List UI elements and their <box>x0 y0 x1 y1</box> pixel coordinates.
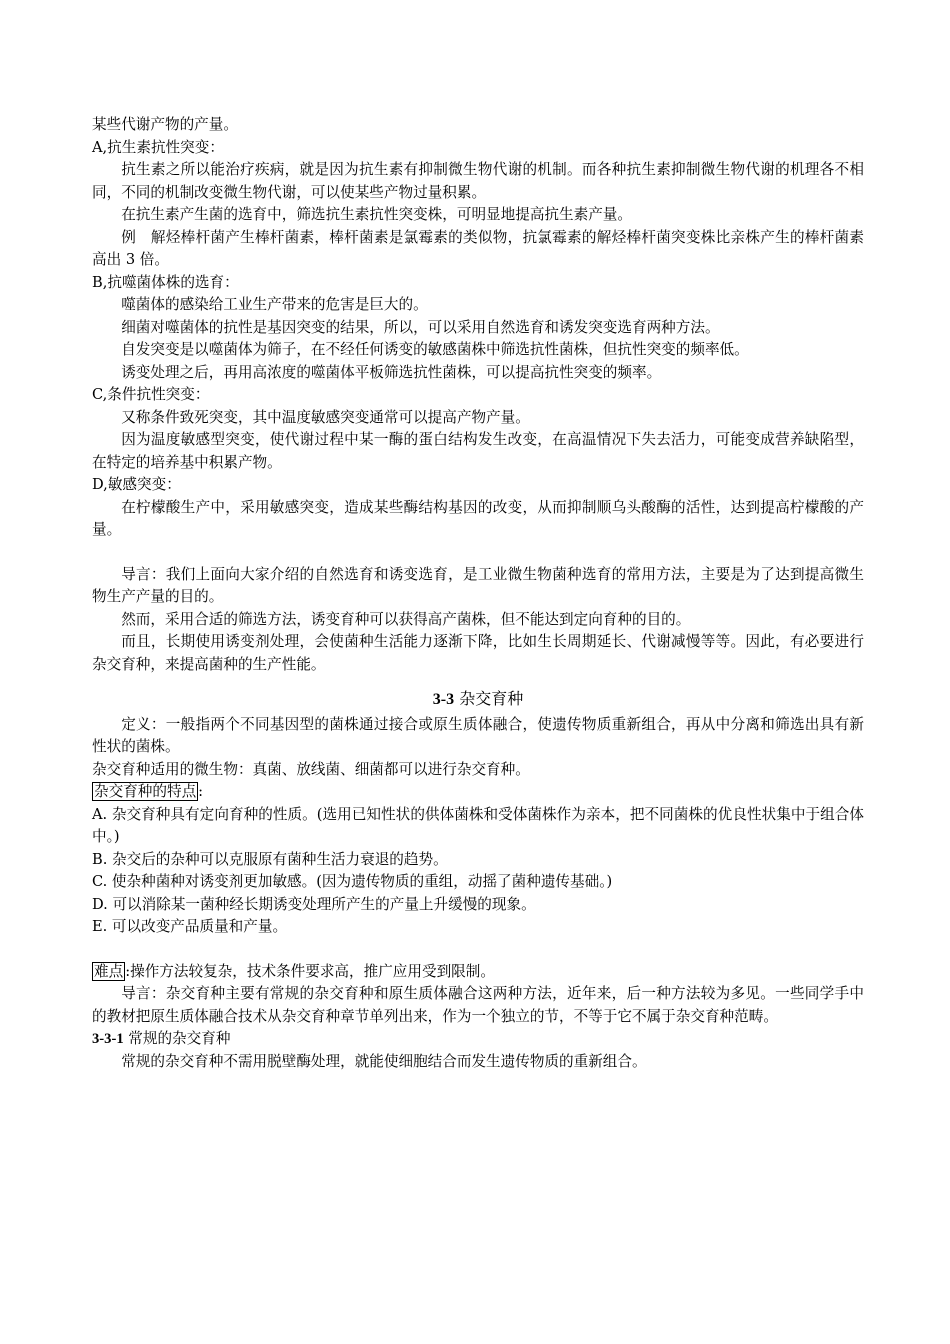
list-item: B. 杂交后的杂种可以克服原有菌种生活力衰退的趋势。 <box>92 850 448 868</box>
section-label-b: B,抗噬菌体株的选育： <box>92 273 239 291</box>
subsection-title: 常规的杂交育种 <box>128 1030 231 1047</box>
section-title: 杂交育种 <box>459 689 524 708</box>
section-label-a: A,抗生素抗性突变： <box>92 138 224 156</box>
boxed-term: 杂交育种的特点 <box>94 783 197 800</box>
label-text: :操作方法较复杂，技术条件要求高，推广应用受到限制。 <box>125 962 495 980</box>
document-page <box>92 114 864 1073</box>
list-item: C. 使杂种菌种对诱变剂更加敏感。(因为遗传物质的重组，动摇了菌种遗传基础。) <box>92 873 613 890</box>
paragraph: 噬菌体的感染给工业生产带来的危害是巨大的。 <box>121 296 428 313</box>
paragraph: 导言：杂交育种主要有常规的杂交育种和原生质体融合这两种方法，近年来，后一种方法较为多见。一些同学手中的教材把原生质体融合技术从杂交育种章节单列出来，作为一个独立的节，不等于它不属于杂交育种范畴。 <box>92 985 864 1025</box>
difficulty-label <box>92 961 864 984</box>
subsection-heading <box>92 1028 864 1051</box>
list-item: D. 可以消除某一菌种经长期诱变处理所产生的产量上升缓慢的现象。 <box>92 895 536 913</box>
label-suffix: : <box>198 783 204 800</box>
paragraph: 诱变处理之后，再用高浓度的噬菌体平板筛选抗性菌株，可以提高抗性突变的频率。 <box>121 363 662 381</box>
paragraph: 在抗生素产生菌的选育中，筛选抗生素抗性突变株，可明显地提高抗生素产量。 <box>121 206 632 223</box>
paragraph: 自发突变是以噬菌体为筛子，在不经任何诱变的敏感菌株中筛选抗性菌株，但抗性突变的频率低。 <box>121 341 749 358</box>
paragraph: 抗生素之所以能治疗疾病，就是因为抗生素有抑制微生物代谢的机制。而各种抗生素抑制微生物代谢的机理各不相同，不同的机制改变微生物代谢，可以使某些产物过量积累。 <box>92 161 864 201</box>
paragraph: 常规的杂交育种不需用脱壁酶处理，就能使细胞结合而发生遗传物质的重新组合。 <box>121 1052 647 1070</box>
paragraph: 某些代谢产物的产量。 <box>92 116 238 133</box>
list-item: E. 可以改变产品质量和产量。 <box>92 918 288 935</box>
paragraph: 定义：一般指两个不同基因型的菌株通过接合或原生质体融合，使遗传物质重新组合，再从中分离和筛选出具有新性状的菌株。 <box>92 715 864 755</box>
paragraph: 杂交育种适用的微生物：真菌、放线菌、细菌都可以进行杂交育种。 <box>92 760 530 778</box>
boxed-term: 难点 <box>94 962 124 980</box>
paragraph: 细菌对噬菌体的抗性是基因突变的结果，所以，可以采用自然选育和诱发突变选育两种方法。 <box>121 318 720 336</box>
spacer <box>92 542 864 564</box>
section-number: 3-3 <box>432 691 455 708</box>
paragraph: 而且，长期使用诱变剂处理，会使菌种生活能力逐渐下降，比如生长周期延长、代谢减慢等等。因此，有必要进行杂交育种，来提高菌种的生产性能。 <box>92 633 864 673</box>
paragraph: 在柠檬酸生产中，采用敏感突变，造成某些酶结构基因的改变，从而抑制顺乌头酸酶的活性，达到提高柠檬酸的产量。 <box>92 498 864 538</box>
features-label <box>92 781 864 804</box>
section-label-d: D,敏感突变： <box>92 476 181 493</box>
paragraph: 因为温度敏感型突变，使代谢过程中某一酶的蛋白结构发生改变，在高温情况下失去活力，可能变成营养缺陷型，在特定的培养基中积累产物。 <box>92 431 864 471</box>
section-heading <box>92 688 864 712</box>
subsection-number: 3-3-1 <box>92 1031 124 1047</box>
paragraph: 例 解烃棒杆菌产生棒杆菌素，棒杆菌素是氯霉素的类似物，抗氯霉素的解烃棒杆菌突变株比亲株产生的棒杆菌素高出 3 倍。 <box>92 228 864 268</box>
list-item: A. 杂交育种具有定向育种的性质。(选用已知性状的供体菌株和受体菌株作为亲本，把不同菌株的优良性状集中于组合体中。) <box>92 805 864 845</box>
paragraph: 又称条件致死突变，其中温度敏感突变通常可以提高产物产量。 <box>121 408 530 426</box>
paragraph: 然而，采用合适的筛选方法，诱变育种可以获得高产菌株，但不能达到定向育种的目的。 <box>121 610 691 628</box>
section-label-c: C,条件抗性突变： <box>92 386 210 403</box>
spacer <box>92 939 864 961</box>
paragraph: 导言：我们上面向大家介绍的自然选育和诱变选育，是工业微生物菌种选育的常用方法，主要是为了达到提高微生物生产产量的目的。 <box>92 565 864 605</box>
